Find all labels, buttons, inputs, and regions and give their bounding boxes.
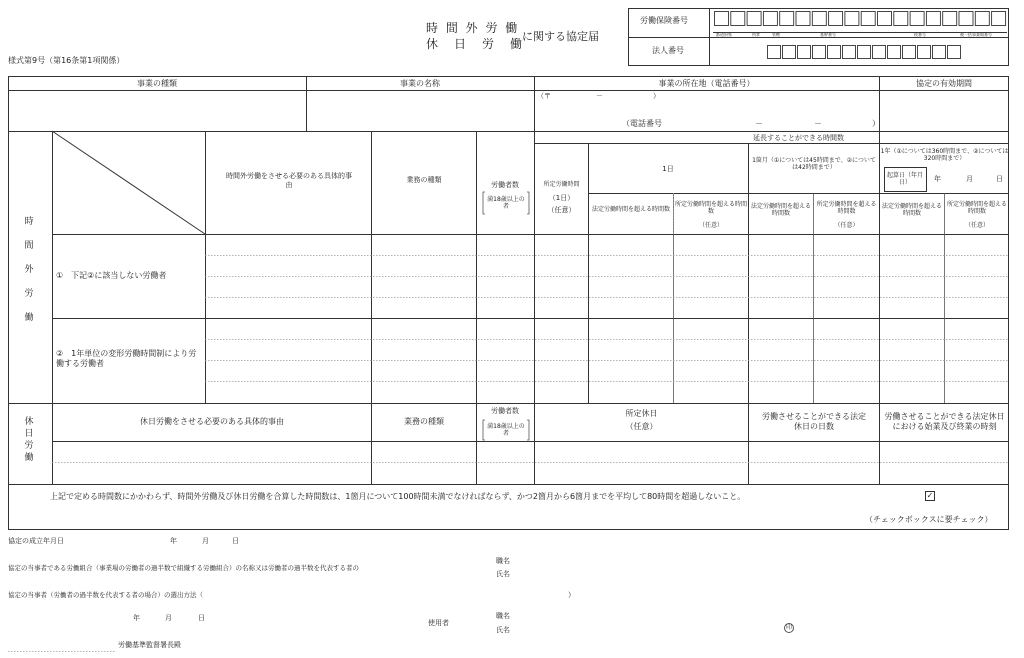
established-month: 月 bbox=[202, 537, 209, 545]
postal-close: ） bbox=[653, 92, 660, 100]
insurance-number-boxes[interactable] bbox=[713, 10, 1008, 30]
holiday-workers-header: 労働者数 bbox=[491, 406, 519, 415]
title-line-2: 休 日 労 働 bbox=[426, 37, 525, 51]
month-scheduled-exceed: 所定労働時間を超える時間数 bbox=[816, 200, 877, 215]
corporate-number-boxes[interactable] bbox=[766, 44, 961, 60]
year-optional: （任意） bbox=[964, 222, 989, 230]
scheduled-hours-sub1: （1日） bbox=[548, 193, 575, 202]
row2-label: ② 1年単位の変形労働時間制により労働する労働者 bbox=[56, 349, 197, 368]
form-number: 様式第9号（第16条第1項関係） bbox=[8, 56, 125, 65]
submit-day: 日 bbox=[198, 614, 205, 622]
insurance-sublabel-office: 所掌 bbox=[752, 32, 760, 37]
business-type-field[interactable] bbox=[9, 91, 305, 131]
holiday-job-header: 業務の種類 bbox=[404, 417, 444, 426]
business-type-header: 事業の種類 bbox=[137, 78, 177, 88]
title-suffix: に関する協定届 bbox=[522, 30, 599, 43]
day-legal-exceed: 法定労働時間を超える時間数 bbox=[591, 206, 670, 214]
insurance-sublabel-jurisdiction: 管轄 bbox=[772, 32, 780, 37]
holiday-workers-sub: 満18歳以上の者 bbox=[487, 422, 525, 437]
insurance-sublabel-base: 基幹番号 bbox=[820, 32, 836, 37]
one-year-header: 1年（①については360時間まで、②については320時間まで） bbox=[880, 147, 1009, 162]
postal-dash: － bbox=[596, 92, 603, 100]
overtime-side-label: 時 間 外 労 働 bbox=[24, 217, 34, 323]
start-date-year: 年 bbox=[934, 175, 941, 183]
day-scheduled-exceed: 所定労働時間を超える時間数 bbox=[674, 200, 747, 215]
validity-period-field[interactable] bbox=[880, 91, 1008, 131]
submit-month: 月 bbox=[165, 614, 172, 622]
holiday-times-header: 労働させることができる法定休日における始業及び終業の時刻 bbox=[884, 412, 1005, 431]
insurance-sublabel-branch: 枝番号 bbox=[914, 32, 926, 37]
overtime-workers-sub: 満18歳以上の者 bbox=[487, 195, 525, 210]
overtime-job-header: 業務の種類 bbox=[406, 175, 442, 184]
scheduled-hours-sub2: （任意） bbox=[547, 205, 576, 214]
day-optional: （任意） bbox=[698, 222, 723, 230]
established-date-label: 協定の成立年月日 bbox=[8, 537, 64, 545]
scheduled-holiday-sub: （任意） bbox=[625, 422, 658, 431]
business-name-header: 事業の名称 bbox=[400, 78, 440, 88]
start-date-month: 月 bbox=[966, 175, 973, 183]
title-line-1: 時 間 外 労 働 bbox=[426, 21, 520, 35]
business-name-field[interactable] bbox=[307, 91, 533, 131]
scheduled-hours-header: 所定労働時間 bbox=[543, 181, 580, 189]
month-legal-exceed: 法定労働時間を超える時間数 bbox=[750, 202, 811, 217]
overtime-workers-header: 労働者数 bbox=[491, 180, 519, 189]
established-year: 年 bbox=[170, 537, 177, 545]
phone-dash-2: － bbox=[814, 119, 822, 128]
postal-open: （〒 bbox=[537, 92, 551, 100]
year-legal-exceed: 法定労働時間を超える時間数 bbox=[881, 202, 942, 217]
phone-close: ） bbox=[872, 119, 880, 128]
seal-icon: 印 bbox=[785, 624, 792, 631]
start-date-day: 日 bbox=[996, 175, 1003, 183]
holiday-days-header: 労働させることができる法定休日の日数 bbox=[762, 412, 866, 431]
established-day: 日 bbox=[232, 537, 239, 545]
limit-checkbox[interactable] bbox=[925, 491, 935, 501]
year-scheduled-exceed: 所定労働時間を超える時間数 bbox=[946, 200, 1007, 215]
union-title-label: 職名 bbox=[496, 557, 510, 565]
business-location-header: 事業の所在地（電話番号） bbox=[658, 78, 755, 88]
row1-label: ① 下記②に該当しない労働者 bbox=[56, 271, 167, 280]
employer-title-label: 職名 bbox=[496, 612, 510, 620]
submit-year: 年 bbox=[133, 614, 140, 622]
one-day-header: 1日 bbox=[662, 164, 674, 173]
employer-label: 使用者 bbox=[428, 619, 449, 627]
extendable-hours-header: 延長することができる時間数 bbox=[753, 133, 844, 142]
insurance-sublabel-sub-office: 被一括事業場番号 bbox=[960, 32, 992, 37]
holiday-side-label: 休 日 労 働 bbox=[24, 417, 34, 463]
checkbox-hint: （チェックボックスに要チェック） bbox=[865, 515, 993, 524]
phone-dash-1: － bbox=[755, 119, 763, 128]
corporate-number-label: 法人番号 bbox=[652, 46, 684, 55]
employer-name-label: 氏名 bbox=[496, 626, 510, 634]
one-month-header: 1箇月（①については45時間まで、②については42時間まで） bbox=[752, 156, 876, 171]
inspector-label: 労働基準監督署長殿 bbox=[118, 641, 181, 649]
start-date-label: 起算日（年月日） bbox=[886, 171, 923, 186]
scheduled-holiday-header: 所定休日 bbox=[625, 409, 658, 418]
insurance-number-label: 労働保険番号 bbox=[640, 16, 688, 25]
phone-label: （電話番号 bbox=[622, 119, 662, 128]
election-method-label: 協定の当事者（労働者の過半数を代表する者の場合）の選出方法（ bbox=[8, 591, 203, 599]
election-method-close: ） bbox=[568, 591, 575, 599]
month-optional: （任意） bbox=[834, 222, 859, 230]
validity-period-header: 協定の有効期間 bbox=[916, 78, 972, 88]
union-name-label: 氏名 bbox=[496, 570, 510, 578]
union-label: 協定の当事者である労働組合（事業場の労働者の過半数で組織する労働組合）の名称又は労働者の過半数を代表する者の bbox=[8, 564, 359, 572]
overtime-reason-header: 時間外労働をさせる必要のある具体的事由 bbox=[226, 172, 352, 189]
insurance-sublabel-pref: 都道府県 bbox=[716, 32, 732, 37]
holiday-reason-header: 休日労働をさせる必要のある具体的事由 bbox=[140, 417, 284, 426]
overtime-limit-notice: 上記で定める時間数にかかわらず、時間外労働及び休日労働を合算した時間数は、1箇月について100時間未満でなければならず、かつ2箇月から6箇月までを平均して80時間を超過しないこと。 bbox=[50, 492, 746, 501]
checkmark-icon: ✓ bbox=[926, 491, 934, 500]
